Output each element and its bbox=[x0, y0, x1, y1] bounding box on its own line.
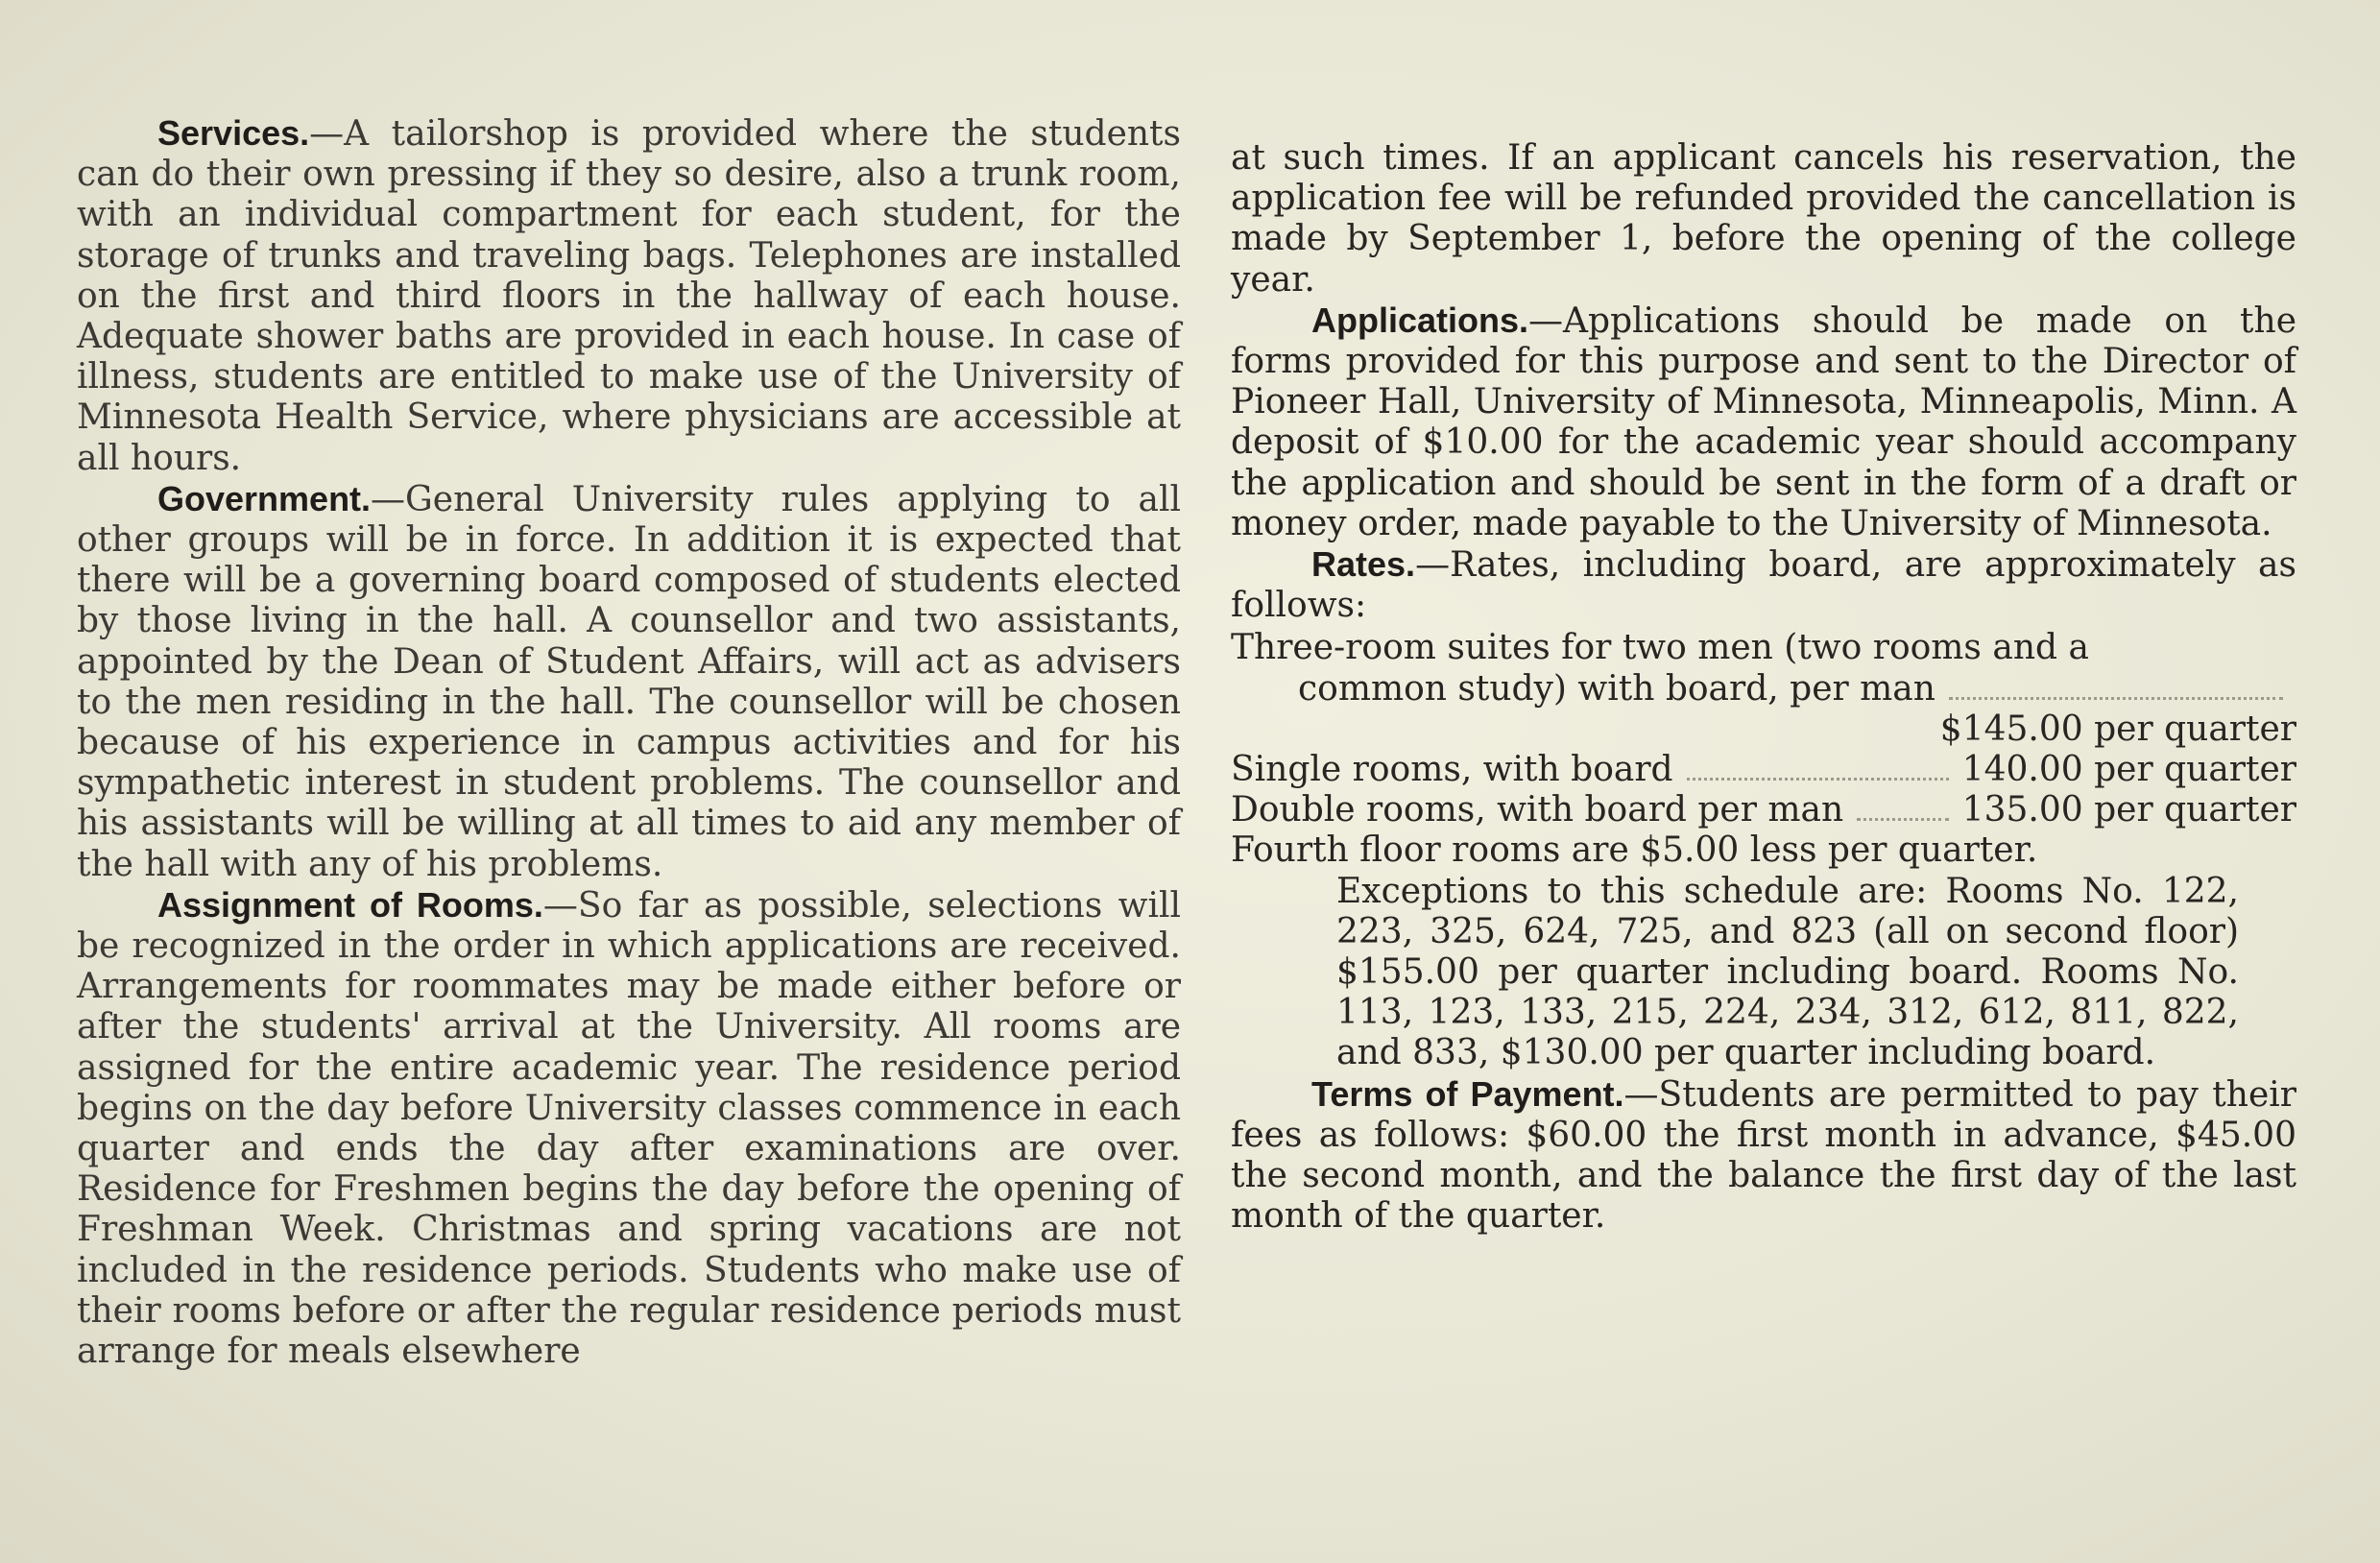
assignment-paragraph bbox=[77, 885, 1181, 1372]
three-room-line-2-row bbox=[1231, 669, 2296, 709]
double-room-label: Double rooms, with board per man bbox=[1231, 790, 1844, 830]
fourth-floor-note: Fourth floor rooms are $5.00 less per quarter. bbox=[1231, 830, 2038, 871]
terms-text: —Students are permitted to pay their fees as follows: $60.00 the first month in advance, $45.00 the second month, and the balance the first day of the last month of the quarter. bbox=[1231, 1074, 2296, 1237]
services-heading: Services. bbox=[157, 113, 310, 153]
single-room-amount: 140.00 per quarter bbox=[1961, 750, 2296, 790]
government-text: —General University rules applying to all other groups will be in force. In addition it is expected that there will be a governing board composed of students elected by those living in the hall. A counsellor and two assistants, appointed by the Dean of Student Affairs, will act as advisers to the men residing in the hall. The counsellor will be chosen because of his experience in campus activities and for his sympathetic interest in student problems. The counsellor and his assistants will be willing at all times to aid any member of the hall with any of his problems. bbox=[77, 479, 1181, 884]
left-column bbox=[77, 113, 1181, 1372]
assignment-heading: Assignment of Rooms. bbox=[157, 884, 543, 925]
rates-heading: Rates. bbox=[1311, 544, 1416, 585]
continuation-paragraph: at such times. If an applicant cancels his reservation, the application fee will be refunded provided the cancellation is made by September 1, before the opening of the college year. bbox=[1231, 138, 2296, 300]
exceptions-paragraph: Exceptions to this schedule are: Rooms No. 122, 223, 325, 624, 725, and 823 (all on second floor) $155.00 per quarter including board. Rooms No. 113, 123, 133, 215, 224, 234, 312, 612, 811, 822, and 833, $130.00 per quarter including board. bbox=[1336, 871, 2239, 1073]
double-room-row bbox=[1231, 790, 2296, 830]
single-room-row bbox=[1231, 750, 2296, 790]
applications-heading: Applications. bbox=[1311, 300, 1529, 340]
applications-paragraph bbox=[1231, 301, 2296, 544]
rates-text: —Rates, including board, are approximately as follows: bbox=[1231, 545, 2296, 626]
government-heading: Government. bbox=[157, 478, 372, 518]
terms-paragraph bbox=[1231, 1074, 2296, 1238]
right-column bbox=[1231, 138, 2296, 1237]
three-room-line-1: Three-room suites for two men (two rooms and a bbox=[1231, 628, 2089, 668]
leader-dots bbox=[1857, 818, 1949, 821]
leader-dots bbox=[1687, 778, 1949, 781]
applications-text: —Applications should be made on the forms provided for this purpose and sent to the Director of Pioneer Hall, University of Minnesota, Minneapolis, Minn. A deposit of $10.00 for the academic year should accompany the application and should be sent in the form of a draft or money order, made payable to the University of Minnesota. bbox=[1231, 301, 2296, 543]
rates-paragraph bbox=[1231, 544, 2296, 626]
services-text: —A tailorshop is provided where the students can do their own pressing if they so desire, also a trunk room, with an individual compartment for each student, for the storage of trunks and traveling bags. Telephones are installed on the first and third floors in the hallway of each house. Adequate shower baths are provided in each house. In case of illness, students are entitled to make use of the University of Minnesota Health Service, where physicians are accessible at all hours. bbox=[77, 114, 1181, 478]
three-room-amount: $145.00 per quarter bbox=[1939, 709, 2296, 749]
terms-heading: Terms of Payment. bbox=[1311, 1073, 1624, 1114]
double-room-amount: 135.00 per quarter bbox=[1961, 790, 2296, 830]
rates-table bbox=[1231, 628, 2296, 871]
assignment-text: —So far as possible, selections will be recognized in the order in which applications are received. Arrangements for roommates may be made either before or after the students' arrival at the University. All rooms are assigned for the entire academic year. The residence period begins on the day before University classes commence in each quarter and ends the day after examinations are over. Residence for Freshmen begins the day before the opening of Freshman Week. Christmas and spring vacations are not included in the residence periods. Students who make use of their rooms before or after the regular residence periods must arrange for meals elsewhere bbox=[77, 885, 1181, 1372]
single-room-label: Single rooms, with board bbox=[1231, 750, 1673, 790]
leader-dots bbox=[1949, 697, 2283, 700]
services-paragraph bbox=[77, 113, 1181, 479]
three-room-line-2: common study) with board, per man bbox=[1298, 668, 1935, 709]
government-paragraph bbox=[77, 479, 1181, 885]
